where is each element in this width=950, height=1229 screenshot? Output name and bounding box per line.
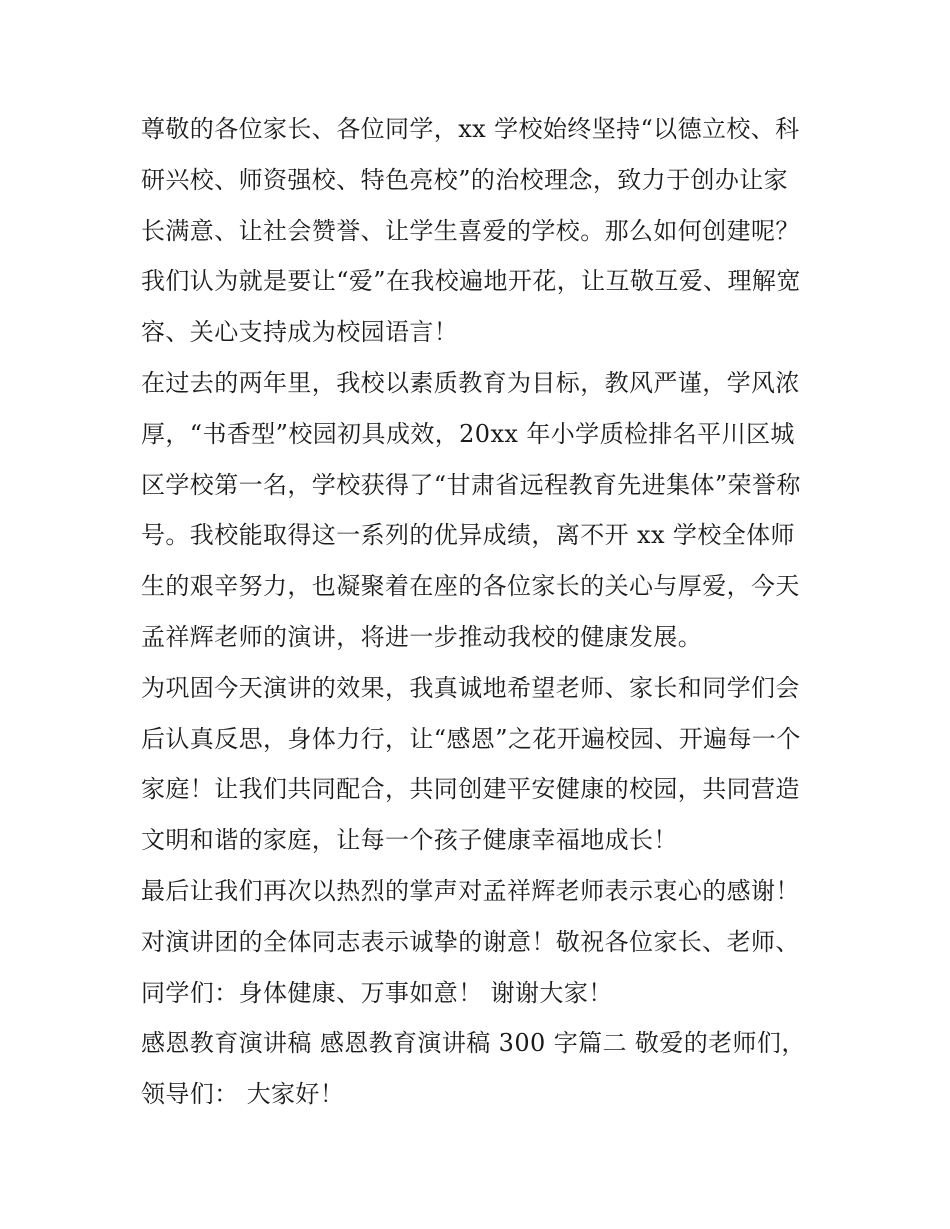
text-line: 感恩教育演讲稿 感恩教育演讲稿 300 字篇二 敬爱的老师们，: [141, 1029, 806, 1058]
text-line: 家庭！让我们共同配合，共同创建平安健康的校园，共同营造: [141, 775, 800, 804]
text-line: 对演讲团的全体同志表示诚挚的谢意！敬祝各位家长、老师、: [141, 927, 800, 956]
text-line: 后认真反思，身体力行，让“感恩”之花开遍校园、开遍每一个: [141, 724, 801, 753]
text-line: 我们认为就是要让“爱”在我校遍地开花，让互敬互爱、理解宽: [141, 267, 801, 296]
text-line: 最后让我们再次以热烈的掌声对孟祥辉老师表示衷心的感谢！: [141, 876, 800, 905]
text-line: 号。我校能取得这一系列的优异成绩，离不开 xx 学校全体师: [141, 521, 795, 550]
text-line: 文明和谐的家庭，让每一个孩子健康幸福地成长！: [141, 826, 678, 855]
text-line: 厚，“书香型”校园初具成效，20xx 年小学质检排名平川区城: [141, 419, 795, 448]
text-line: 容、关心支持成为校园语言！: [141, 318, 459, 347]
text-line: 同学们：身体健康、万事如意！ 谢谢大家！: [141, 978, 613, 1007]
text-line: 长满意、让社会赞誉、让学生喜爱的学校。那么如何创建呢？: [141, 216, 800, 245]
text-line: 领导们： 大家好！: [141, 1080, 345, 1109]
text-line: 区学校第一名，学校获得了“甘肃省远程教育先进集体”荣誉称: [141, 470, 801, 499]
text-line: 为巩固今天演讲的效果，我真诚地希望老师、家长和同学们会: [141, 673, 800, 702]
text-line: 尊敬的各位家长、各位同学，xx 学校始终坚持“以德立校、科: [141, 115, 800, 143]
text-line: 研兴校、师资强校、特色亮校”的治校理念，致力于创办让家: [141, 165, 789, 194]
text-line: 生的艰辛努力，也凝聚着在座的各位家长的关心与厚爱，今天: [141, 572, 800, 601]
document-body: [141, 104, 831, 1120]
text-line: 孟祥辉老师的演讲，将进一步推动我校的健康发展。: [141, 622, 703, 651]
text-line: 在过去的两年里，我校以素质教育为目标，教风严谨，学风浓: [141, 368, 800, 397]
